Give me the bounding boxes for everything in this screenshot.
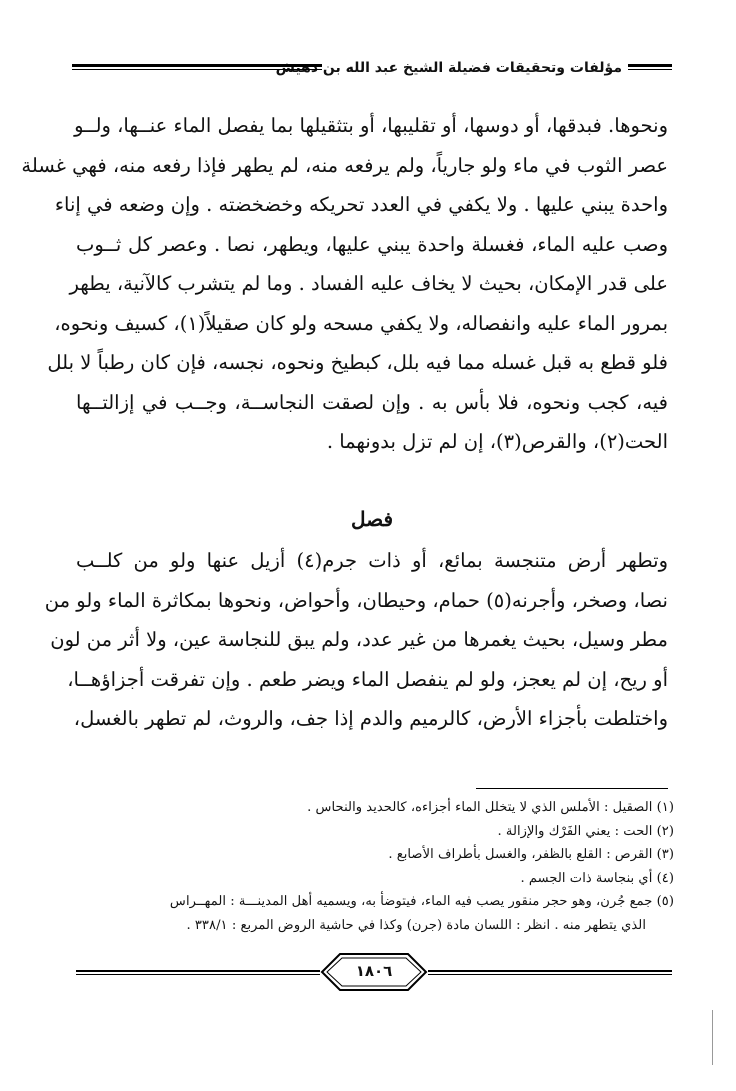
text-line: فيه، كجب ونحوه، فلا بأس به . وإن لصقت النجاســة، وجــب في إزالتــها bbox=[76, 390, 668, 414]
footnotes bbox=[76, 796, 674, 937]
footnote-separator bbox=[476, 788, 668, 789]
text-line: نصا، وصخر، وأجرنه(٥) حمام، وحيطان، وأحواض، ونحوها بمكاثرة الماء ولو من bbox=[44, 588, 668, 612]
paragraph-1 bbox=[21, 106, 668, 462]
footnote-1: (١) الصقيل : الأملس الذي لا يتخلل الماء أجزاءه، كالحديد والنحاس . bbox=[307, 800, 674, 815]
text-line: واختلطت بأجزاء الأرض، كالرميم والدم إذا جف، والروث، لم تطهر بالغسل، bbox=[73, 707, 668, 730]
header-rule-right bbox=[628, 64, 672, 67]
text-line: وصب عليه الماء، فغسلة واحدة يبني عليها، ويطهر، نصا . وعصر كل ثــوب bbox=[76, 232, 668, 256]
text-line: على قدر الإمكان، بحيث لا يخاف عليه الفساد . وما لم يتشرب كالآنية، يطهر bbox=[69, 272, 668, 295]
footnote-3: (٣) القرص : القلع بالظفر، والغسل بأطراف الأصابع . bbox=[388, 847, 674, 862]
header-rule-left bbox=[72, 64, 322, 67]
text-line: فلو قطع به قبل غسله مما فيه بلل، كبطيخ ونحوه، نجسه، فإن كان رطباً لا بلل bbox=[47, 351, 668, 374]
footnote-5: (٥) جمع جُرن، وهو حجر منقور يصب فيه الماء، فيتوضأ به، ويسميه أهل المدينـــة : المهــراس bbox=[169, 894, 674, 909]
text-line: ونحوها. فبدقها، أو دوسها، أو تقليبها، أو بتثقيلها بما يفصل الماء عنــها، ولــو bbox=[74, 114, 668, 137]
footnote-4: (٤) أي بنجاسة ذات الجسم . bbox=[520, 870, 674, 886]
footer-rule-left bbox=[76, 970, 320, 972]
text-line: وتطهر أرض متنجسة بمائع، أو ذات جرم(٤) أزيل عنها ولو من كلــب bbox=[76, 549, 668, 572]
text-line: عصر الثوب في ماء ولو جارياً، ولم يرفعه منه، لم يطهر فإذا رفعه منه، فهي غسلة bbox=[21, 153, 668, 177]
footnote-5-continuation: الذي يتطهر منه . انظر : اللسان مادة (جرن) وكذا في حاشية الروض المربع : ٣٣٨/١ . bbox=[186, 917, 646, 933]
page-footer bbox=[76, 952, 672, 994]
scan-edge-mark bbox=[712, 1010, 713, 1065]
running-header bbox=[72, 58, 672, 80]
paragraph-2 bbox=[44, 541, 668, 739]
section-title: فصل bbox=[350, 507, 394, 531]
text-line: بمرور الماء عليه وانفصاله، ولا يكفي مسحه ولو كان صقيلاً(١)، كسيف ونحوه، bbox=[54, 311, 668, 335]
text-line: واحدة يبني عليها . ولا يكفي في العدد تحريكه وخضخضته . وإن وضعه في إناء bbox=[54, 193, 668, 216]
footer-rule-right bbox=[428, 970, 672, 972]
page-number: ١٨٠٦ bbox=[355, 962, 393, 980]
text-line: الحت(٢)، والقرص(٣)، إن لم تزل بدونهما . bbox=[326, 430, 668, 453]
header-title: مؤلفات وتحقيقات فضيلة الشيخ عبد الله بن دهيش bbox=[275, 60, 622, 76]
text-line: أو ريح، إن لم يعجز، ولو لم ينفصل الماء ويضر طعم . وإن تفرقت أجزاؤهــا، bbox=[67, 667, 668, 691]
text-line: مطر وسيل، بحيث يغمرها من غير عدد، ولم يبق للنجاسة عين، ولا أثر من لون bbox=[50, 628, 668, 651]
page-number-badge bbox=[320, 952, 428, 992]
footnote-2: (٢) الحت : يعني الفَرْك والإزالة . bbox=[497, 823, 674, 839]
